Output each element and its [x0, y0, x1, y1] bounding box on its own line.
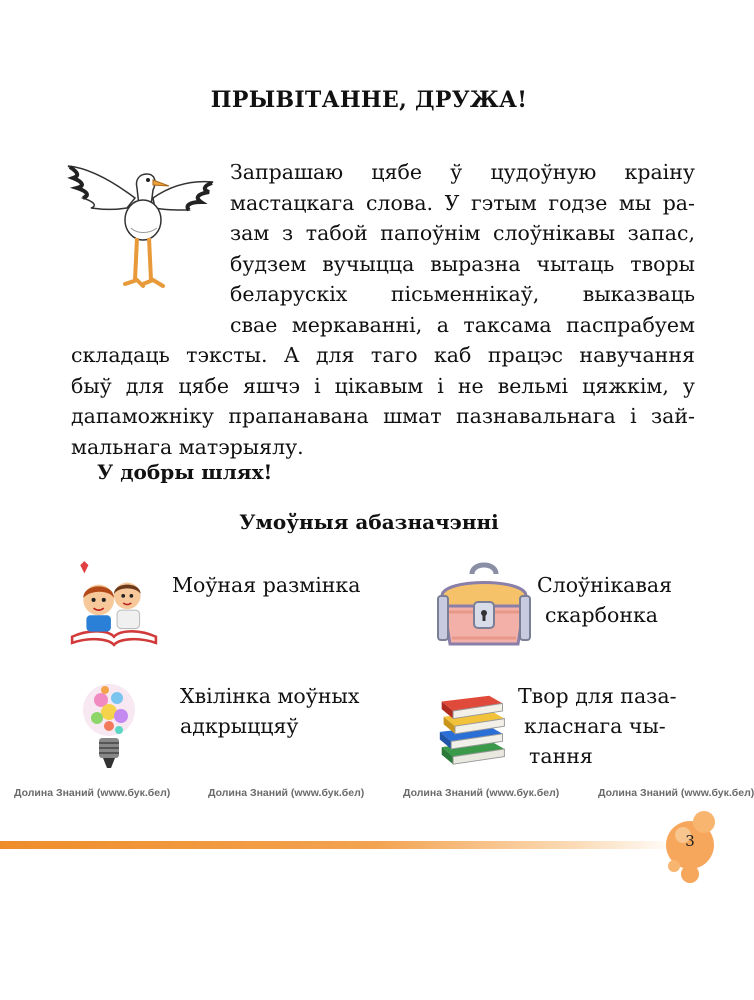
word: яшчэ	[243, 373, 301, 398]
text-line	[230, 310, 695, 341]
word: табой	[305, 221, 368, 245]
word: цяжкім,	[582, 373, 669, 398]
word: ра-	[662, 190, 695, 215]
word: будзем	[230, 251, 307, 276]
word: шмат	[383, 404, 442, 428]
word: пазнавальнага	[455, 404, 616, 428]
page-number: 3	[685, 832, 695, 850]
word: мы	[618, 190, 652, 215]
intro-paragraph-top	[230, 157, 695, 340]
greeting: У добры шлях!	[97, 460, 273, 484]
word: слова.	[365, 190, 434, 215]
word: таксама	[463, 312, 552, 337]
stork-icon	[65, 158, 217, 298]
word: гэтым	[470, 190, 537, 215]
word: вельмі	[497, 373, 569, 398]
text-line	[71, 401, 695, 432]
word: цябе	[371, 160, 422, 184]
legend-title: Умоўныя абазначэнні	[239, 510, 499, 534]
legend-item-warmup-label: Моўная размінка	[172, 573, 361, 597]
footer-accent-line	[0, 841, 680, 849]
word: А	[283, 343, 300, 367]
intro-paragraph-full	[71, 340, 695, 462]
word: каб	[433, 343, 472, 367]
word: вучыцца	[322, 251, 415, 276]
word: цябе	[178, 373, 229, 398]
children-reading-icon	[68, 557, 160, 649]
word: а	[436, 312, 449, 337]
word: ў	[450, 160, 463, 184]
word: тэксты.	[186, 343, 268, 367]
legend-item-vocab-label: Слоўнікавая скарбонка	[537, 573, 673, 627]
word: у	[682, 373, 695, 398]
watermark-4: Долина Знаний (www.бук.бел)	[598, 787, 754, 799]
intro-last-line: мальнага матэрыялу.	[71, 434, 304, 459]
word: мастацкага	[230, 190, 355, 215]
word: пісьменнікаў,	[390, 282, 540, 306]
watermark-3: Долина Знаний (www.бук.бел)	[403, 787, 560, 799]
word: годзе	[548, 190, 608, 215]
word: складаць	[71, 343, 170, 367]
word: і	[437, 373, 444, 398]
text-line	[230, 188, 695, 219]
text-line	[230, 249, 695, 280]
treasure-chest-icon	[432, 562, 536, 652]
word: прапанавана	[228, 404, 369, 428]
text-line	[230, 157, 695, 188]
word: творы	[630, 251, 695, 276]
watermark-1: Долина Знаний (www.бук.бел)	[14, 787, 171, 799]
text-line	[71, 371, 695, 402]
text-line	[230, 279, 695, 310]
word: папоўнім	[380, 221, 481, 245]
word: зай-	[650, 404, 695, 428]
word: чытаць	[536, 251, 615, 276]
word: свае	[230, 312, 278, 337]
word: меркаванні,	[291, 312, 423, 337]
word: выказваць	[582, 282, 695, 306]
word: для	[125, 373, 165, 398]
word: цудоўную	[490, 160, 597, 184]
word: дапаможніку	[71, 404, 214, 428]
word: працэс	[487, 343, 563, 367]
books-stack-icon	[436, 692, 512, 768]
word: беларускіх	[230, 282, 348, 306]
word: для	[315, 343, 355, 367]
word: з	[281, 221, 294, 245]
word: быў	[71, 373, 112, 398]
word: слоўнікавы	[493, 221, 616, 245]
word: паспрабуем	[566, 312, 695, 337]
text-line	[71, 340, 695, 371]
word: Запрашаю	[230, 160, 344, 184]
light-bulb-icon	[78, 676, 140, 776]
word: запас,	[627, 221, 695, 245]
word: і	[314, 373, 321, 398]
word: зам	[230, 221, 270, 245]
word: таго	[370, 343, 418, 367]
text-line	[230, 218, 695, 249]
legend-item-reading-label: Твор для паза- класнага чы- тання	[518, 684, 677, 768]
word: навучання	[579, 343, 695, 367]
watermark-2: Долина Знаний (www.бук.бел)	[208, 787, 365, 799]
word: не	[457, 373, 484, 398]
word: цікавым	[334, 373, 424, 398]
page-title: ПРЫВІТАННЕ, ДРУЖА!	[210, 87, 528, 113]
word: і	[630, 404, 637, 428]
word: краіну	[624, 160, 695, 184]
word: выразна	[430, 251, 521, 276]
legend-item-discovery-label: Хвілінка моўных адкрыццяў	[180, 684, 360, 738]
word: У	[444, 190, 460, 215]
